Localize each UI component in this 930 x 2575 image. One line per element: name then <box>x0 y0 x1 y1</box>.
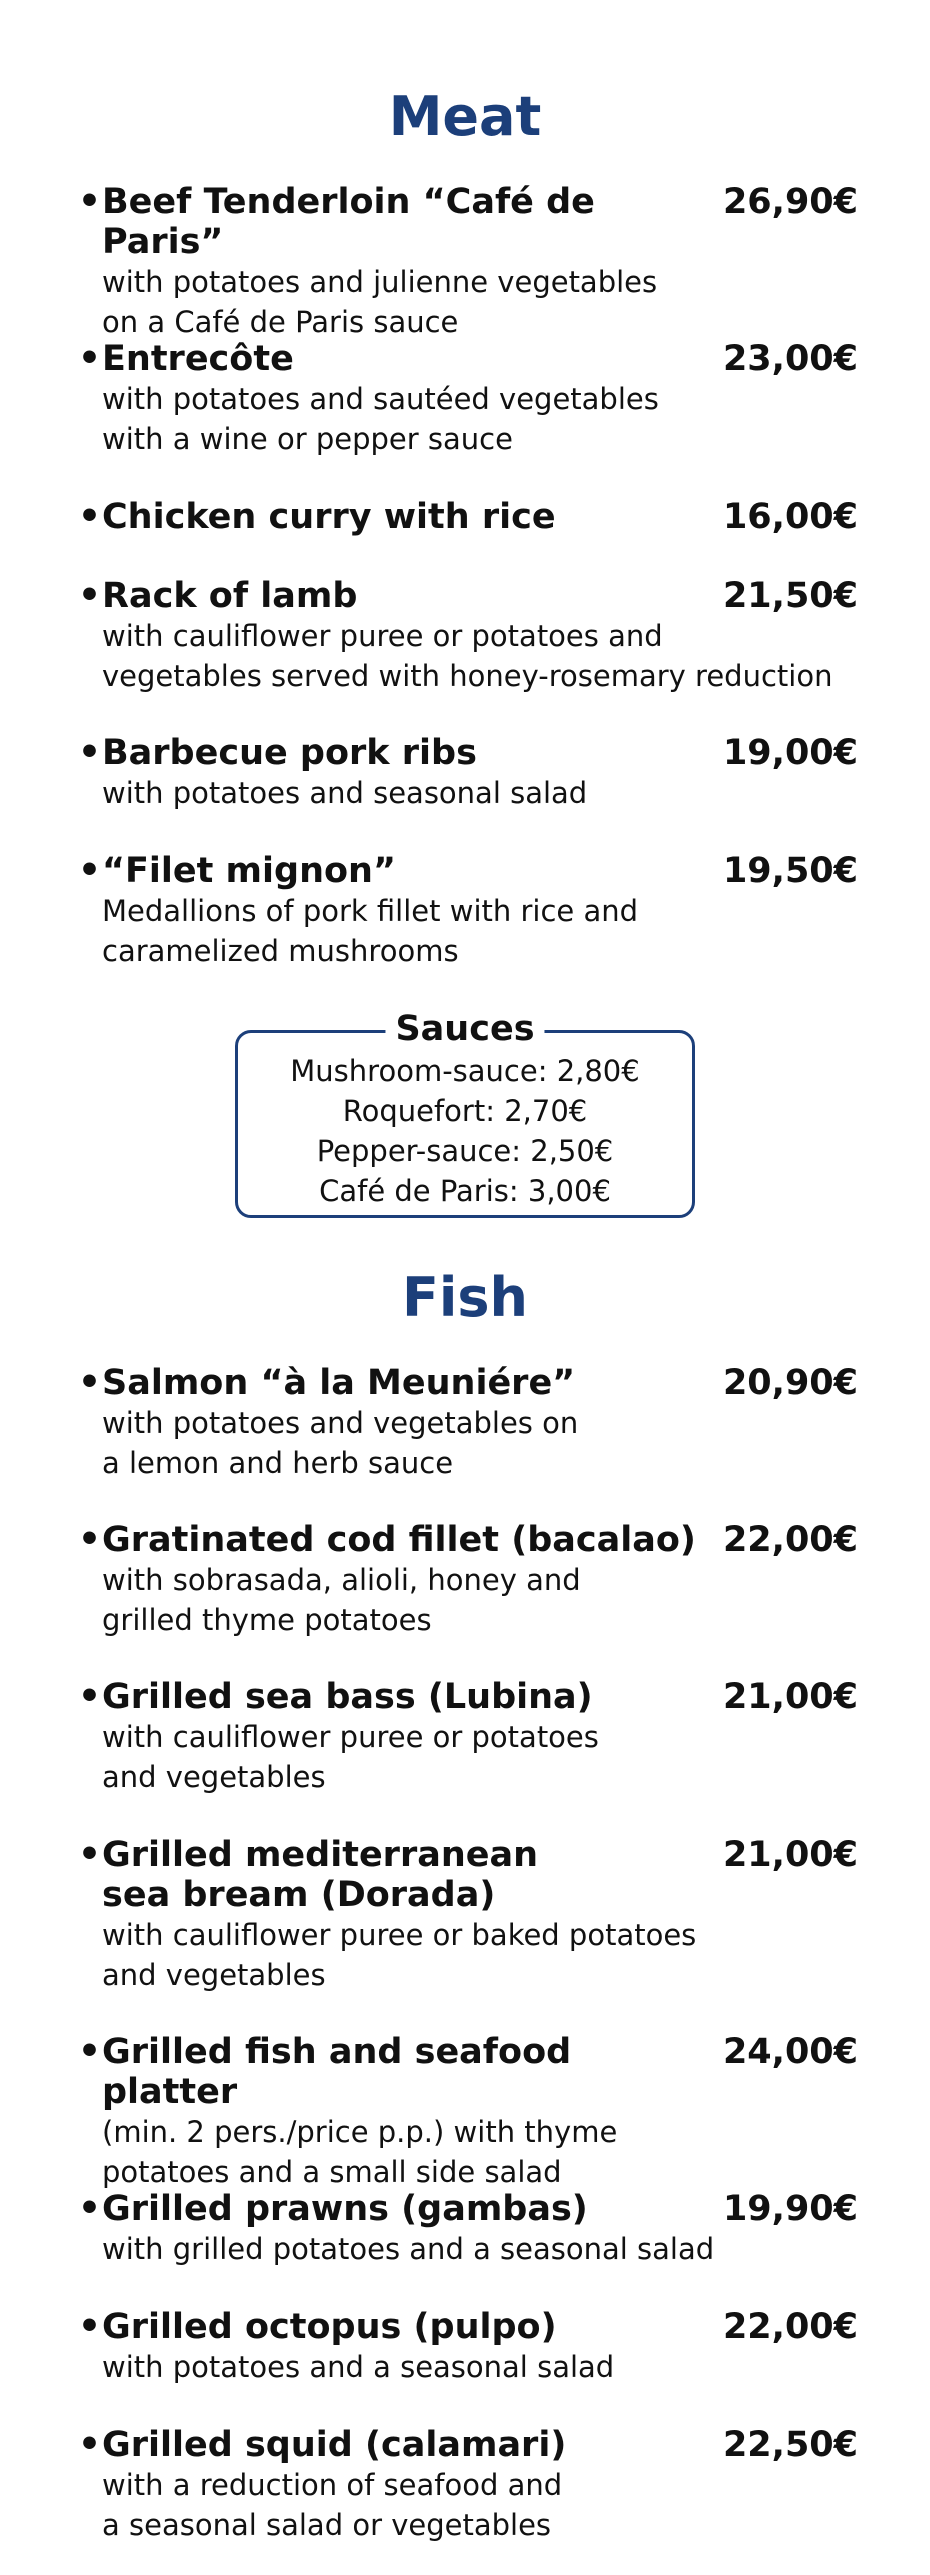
item-description: with cauliflower puree or baked potatoes and vegetables <box>102 1918 697 1992</box>
item-price: 21,00€ <box>722 1835 858 1875</box>
item-price: 23,00€ <box>722 339 858 379</box>
item-price: 16,00€ <box>722 497 858 537</box>
item-description: with potatoes and julienne vegetables on a Café de Paris sauce <box>102 265 658 339</box>
item-name: Chicken curry with rice <box>102 497 556 537</box>
item-name: Grilled octopus (pulpo) <box>102 2307 557 2347</box>
menu-item <box>78 733 858 813</box>
bullet-icon: • <box>78 1676 102 1717</box>
menu-item <box>78 2307 858 2387</box>
item-price: 21,50€ <box>722 576 858 616</box>
item-name: “Filet mignon” <box>102 851 396 891</box>
menu-item <box>78 497 858 537</box>
item-description: with a reduction of seafood and a seasonal salad or vegetables <box>102 2468 563 2542</box>
item-description: with grilled potatoes and a seasonal salad <box>102 2232 715 2266</box>
menu-item <box>78 1363 858 1483</box>
fish-section-title: Fish <box>402 1266 528 1329</box>
item-price: 24,00€ <box>722 2032 858 2072</box>
item-name: Grilled sea bass (Lubina) <box>102 1677 593 1717</box>
item-price: 22,00€ <box>722 1520 858 1560</box>
item-description: Medallions of pork fillet with rice and caramelized mushrooms <box>102 894 639 968</box>
bullet-icon: • <box>78 2188 102 2229</box>
bullet-icon: • <box>78 1362 102 1403</box>
menu-item <box>78 2032 858 2192</box>
item-name: Beef Tenderloin “Café de Paris” <box>102 182 595 262</box>
item-name: Entrecôte <box>102 339 294 379</box>
menu-item <box>78 1520 858 1640</box>
item-name: Grilled prawns (gambas) <box>102 2189 588 2229</box>
bullet-icon: • <box>78 181 102 222</box>
sauces-box <box>235 1009 695 1218</box>
sauces-list <box>238 1051 692 1211</box>
item-description: with cauliflower puree or potatoes and vegetables <box>102 1720 599 1794</box>
item-description: with potatoes and seasonal salad <box>102 776 588 810</box>
bullet-icon: • <box>78 732 102 773</box>
item-price: 19,50€ <box>722 851 858 891</box>
item-name: Grilled squid (calamari) <box>102 2425 567 2465</box>
menu-item <box>78 576 858 696</box>
item-name: Grilled fish and seafood platter <box>102 2032 572 2112</box>
menu-item <box>78 2425 858 2545</box>
item-description: (min. 2 pers./price p.p.) with thyme potatoes and a small side salad <box>102 2115 618 2189</box>
item-description: with sobrasada, alioli, honey and grilled thyme potatoes <box>102 1563 581 1637</box>
item-price: 19,00€ <box>722 733 858 773</box>
menu-item <box>78 2189 858 2269</box>
menu-item <box>78 851 858 971</box>
item-description: with potatoes and a seasonal salad <box>102 2350 615 2384</box>
bullet-icon: • <box>78 2306 102 2347</box>
bullet-icon: • <box>78 850 102 891</box>
item-name: Grilled mediterranean sea bream (Dorada) <box>102 1835 539 1915</box>
item-name: Rack of lamb <box>102 576 358 616</box>
sauce-item: Roquefort: 2,70€ <box>342 1094 588 1128</box>
bullet-icon: • <box>78 575 102 616</box>
bullet-icon: • <box>78 1519 102 1560</box>
meat-section-title: Meat <box>388 85 542 148</box>
menu-item <box>78 1835 858 1995</box>
menu-item <box>78 339 858 459</box>
menu-item <box>78 182 858 342</box>
sauce-item: Café de Paris: 3,00€ <box>319 1174 611 1208</box>
item-price: 20,90€ <box>722 1363 858 1403</box>
item-price: 22,50€ <box>722 2425 858 2465</box>
item-price: 19,90€ <box>722 2189 858 2229</box>
bullet-icon: • <box>78 338 102 379</box>
bullet-icon: • <box>78 1834 102 1875</box>
sauce-item: Mushroom-sauce: 2,80€ <box>290 1054 640 1088</box>
bullet-icon: • <box>78 2424 102 2465</box>
item-price: 22,00€ <box>722 2307 858 2347</box>
item-name: Salmon “à la Meuniére” <box>102 1363 576 1403</box>
bullet-icon: • <box>78 496 102 537</box>
sauce-item: Pepper-sauce: 2,50€ <box>316 1134 614 1168</box>
item-name: Gratinated cod fillet (bacalao) <box>102 1520 696 1560</box>
item-description: with potatoes and sautéed vegetables with a wine or pepper sauce <box>102 382 659 456</box>
item-name: Barbecue pork ribs <box>102 733 477 773</box>
item-price: 21,00€ <box>722 1677 858 1717</box>
item-description: with potatoes and vegetables on a lemon and herb sauce <box>102 1406 579 1480</box>
item-description: with cauliflower puree or potatoes and vegetables served with honey-rosemary reduction <box>102 619 833 693</box>
item-price: 26,90€ <box>722 182 858 222</box>
menu-item <box>78 1677 858 1797</box>
sauces-title: Sauces <box>385 1009 544 1049</box>
bullet-icon: • <box>78 2031 102 2072</box>
